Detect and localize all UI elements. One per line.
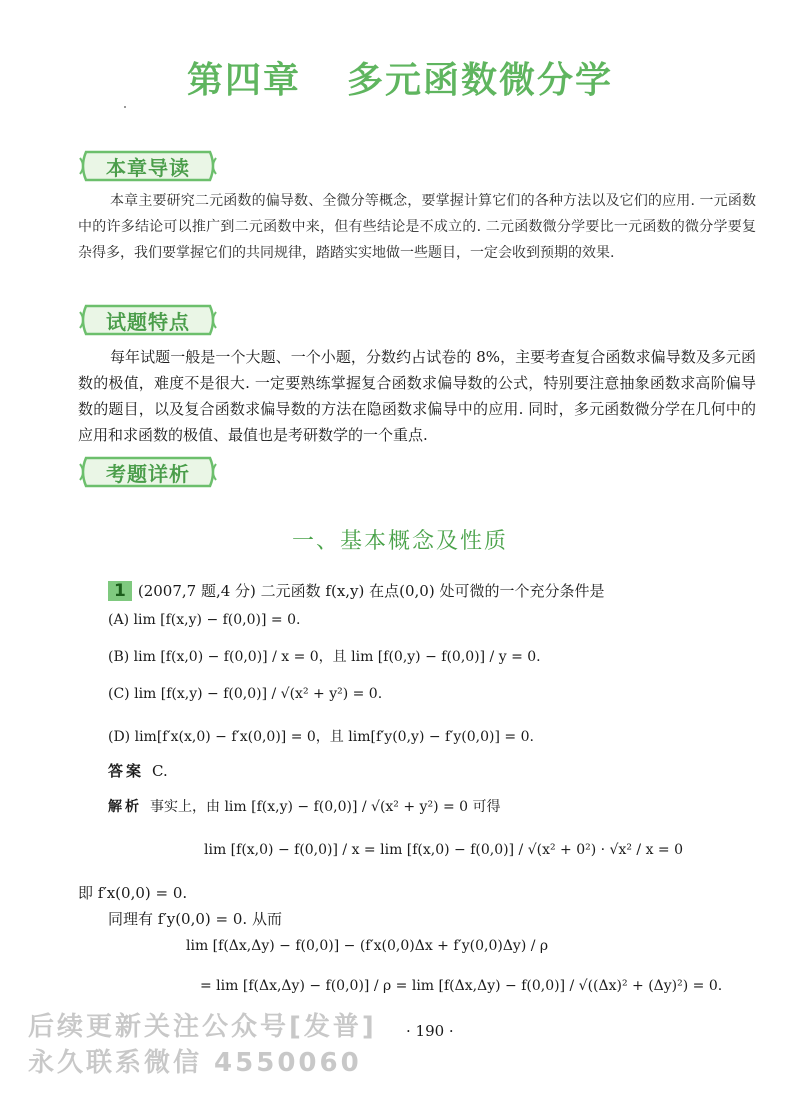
analysis-line-5: lim [f(Δx,Δy) − f(0,0)] − (f′x(0,0)Δx + f′y(0,0)Δy) / ρ [186,938,549,954]
option-c: (C) lim [f(x,y) − f(0,0)] / √(x² + y²) = 0. [108,686,383,702]
analysis-line-2: lim [f(x,0) − f(0,0)] / x = lim [f(x,0) − f(0,0)] / √(x² + 0²) · √x² / x = 0 [204,842,684,858]
analysis-line-4: 同理有 f′y(0,0) = 0. 从而 [108,910,282,928]
answer-value: C. [152,762,168,780]
answer-label: 答案 [108,762,145,780]
analysis-line-6: = lim [f(Δx,Δy) − f(0,0)] / ρ = lim [f(Δx,Δy) − f(0,0)] / √((Δx)² + (Δy)²) = 0. [200,978,723,994]
watermark-line-2: 永久联系微信 4550060 [28,1048,362,1078]
chapter-title [0,52,800,103]
analysis-badge-label: 考题详析 [106,462,190,486]
analysis-line-3: 即 f′x(0,0) = 0. [78,884,188,902]
chapter-name: 多元函数微分学 [347,59,614,101]
problem-stem: (2007,7 题,4 分) 二元函数 f(x,y) 在点(0,0) 处可微的一个充分条件是 [137,582,605,600]
option-a: (A) lim [f(x,y) − f(0,0)] = 0. [108,612,301,628]
watermark-line-1: 后续更新关注公众号[发普] [28,1012,377,1042]
problem-number: 1 [108,581,132,601]
chapter-number: 第四章 [186,59,301,101]
features-text: 每年试题一般是一个大题、一个小题，分数约占试卷的 8%，主要考查复合函数求偏导数及多元函数的极值，难度不是很大. 一定要熟练掌握复合函数求偏导数的公式，特别要注意抽象函数求高阶偏导数的题目，以及复合函数求偏导数的方法在隐函数求偏导中的应用. 同时，多元函数微分学在几何中的应用和求函数的极值、最值也是考研数学的一个重点. [78,348,756,444]
option-b: (B) lim [f(x,0) − f(0,0)] / x = 0，且 lim [f(0,y) − f(0,0)] / y = 0. [108,649,541,665]
analysis-line-1 [108,796,501,816]
analysis-label: 解析 [108,799,142,815]
section-title: 一、基本概念及性质 [291,529,508,554]
problem-stem-line [108,580,604,601]
features-badge [78,302,218,338]
option-d: (D) lim[f′x(x,0) − f′x(0,0)] = 0，且 lim[f′y(0,y) − f′y(0,0)] = 0. [108,729,534,745]
analysis-text-1: 事实上，由 lim [f(x,y) − f(0,0)] / √(x² + y²) = 0 可得 [150,799,501,815]
page-number: · 190 · [406,1022,454,1040]
features-badge-label: 试题特点 [106,310,190,334]
intro-badge-label: 本章导读 [106,156,190,180]
answer-line [108,760,168,781]
intro-text: 本章主要研究二元函数的偏导数、全微分等概念，要掌握计算它们的各种方法以及它们的应用. 一元函数中的许多结论可以推广到二元函数中来，但有些结论是不成立的. 二元函数微分学要比一元函数的微分学要复杂得多，我们要掌握它们的共同规律，踏踏实实地做一些题目，一定会收到预期的效果. [78,193,756,261]
speck [124,106,126,108]
analysis-badge [78,454,218,490]
intro-badge [78,148,218,184]
